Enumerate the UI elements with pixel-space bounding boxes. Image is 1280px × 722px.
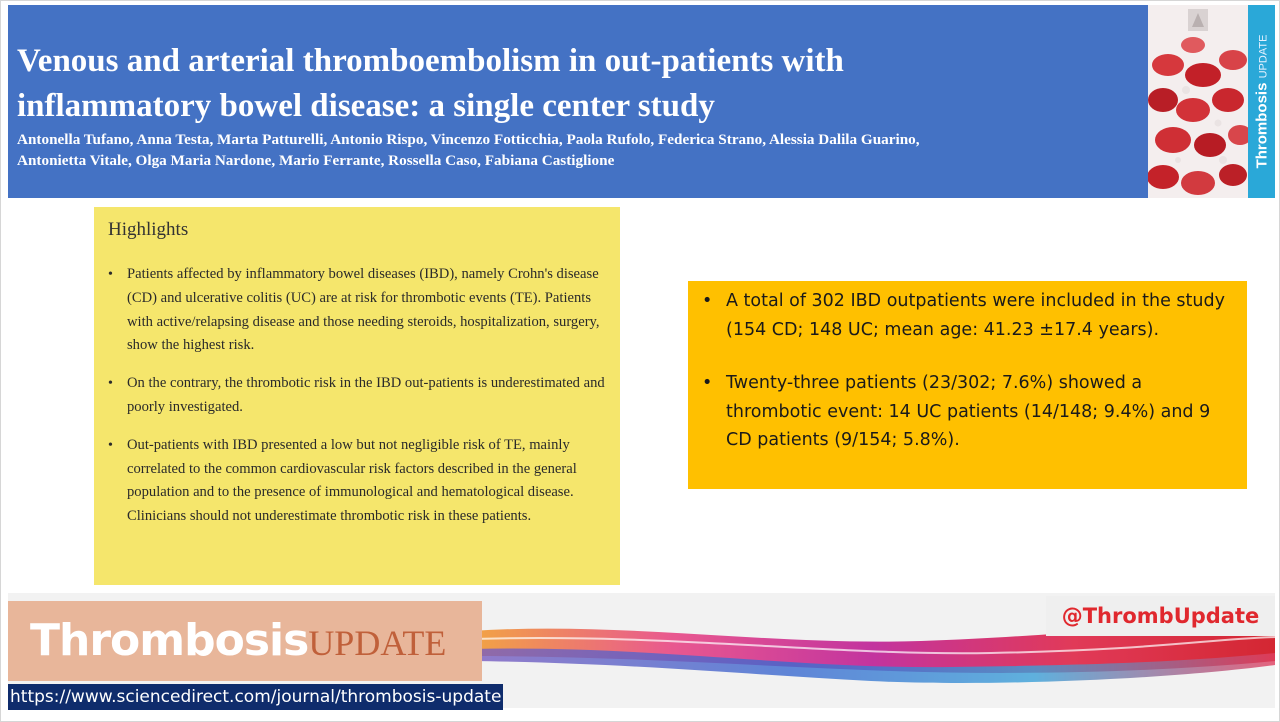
- cover-title: [1248, 5, 1275, 198]
- brand-main-text: Thrombosis: [30, 615, 309, 666]
- highlights-box: [94, 207, 620, 585]
- cover-title-sub: UPDATE: [1257, 34, 1270, 79]
- twitter-handle: @ThrombUpdate: [1046, 596, 1275, 636]
- results-list: [702, 287, 1237, 480]
- cover-title-main: Thrombosis: [1253, 82, 1271, 169]
- elsevier-logo-icon: [1188, 9, 1208, 31]
- result-item: • A total of 302 IBD outpatients were included in the study (154 CD; 148 UC; mean age: 41.23 ±17.4 years).: [702, 287, 1237, 344]
- highlights-heading: Highlights: [108, 219, 189, 240]
- highlight-item: • On the contrary, the thrombotic risk in the IBD out-patients is underestimated and poorly investigated.: [108, 372, 608, 420]
- article-title: [17, 39, 1137, 129]
- author-list-line-2: Antonietta Vitale, Olga Maria Nardone, Mario Ferrante, Rossella Caso, Fabiana Castiglione: [17, 152, 615, 169]
- author-list-line-1: Antonella Tufano, Anna Testa, Marta Patturelli, Antonio Rispo, Vincenzo Fotticchia, Paola Rufolo, Federica Strano, Alessia Dalila Guarino,: [17, 131, 920, 148]
- results-box: [688, 281, 1247, 489]
- brand-banner: [8, 601, 482, 681]
- blood-cells-image: [1148, 5, 1248, 198]
- article-title-line-1: Venous and arterial thromboembolism in out-patients with: [17, 43, 844, 79]
- article-title-line-2: inflammatory bowel disease: a single center study: [17, 88, 715, 124]
- highlights-list: [108, 263, 608, 543]
- highlight-item: • Out-patients with IBD presented a low but not negligible risk of TE, mainly correlated to the common cardiovascular risk factors described in the general population and to the presence of immunological and hematological disease. Clinicians should not underestimate thrombotic risk in these patients.: [108, 434, 608, 529]
- author-list: [17, 129, 1137, 171]
- result-item: • Twenty-three patients (23/302; 7.6%) showed a thrombotic event: 14 UC patients (14/148; 9.4%) and 9 CD patients (9/154; 5.8%).: [702, 369, 1237, 455]
- journal-cover: [1148, 5, 1275, 198]
- brand-logo: [30, 615, 446, 666]
- title-banner: [8, 5, 1148, 198]
- journal-url-link[interactable]: https://www.sciencedirect.com/journal/thrombosis-update: [8, 684, 503, 710]
- highlight-item: • Patients affected by inflammatory bowel diseases (IBD), namely Crohn's disease (CD) and ulcerative colitis (UC) are at risk for thrombotic events (TE). Patients with active/relapsing disease and those needing steroids, hospitalization, surgery, show the highest risk.: [108, 263, 608, 358]
- brand-sub-text: UPDATE: [308, 623, 447, 663]
